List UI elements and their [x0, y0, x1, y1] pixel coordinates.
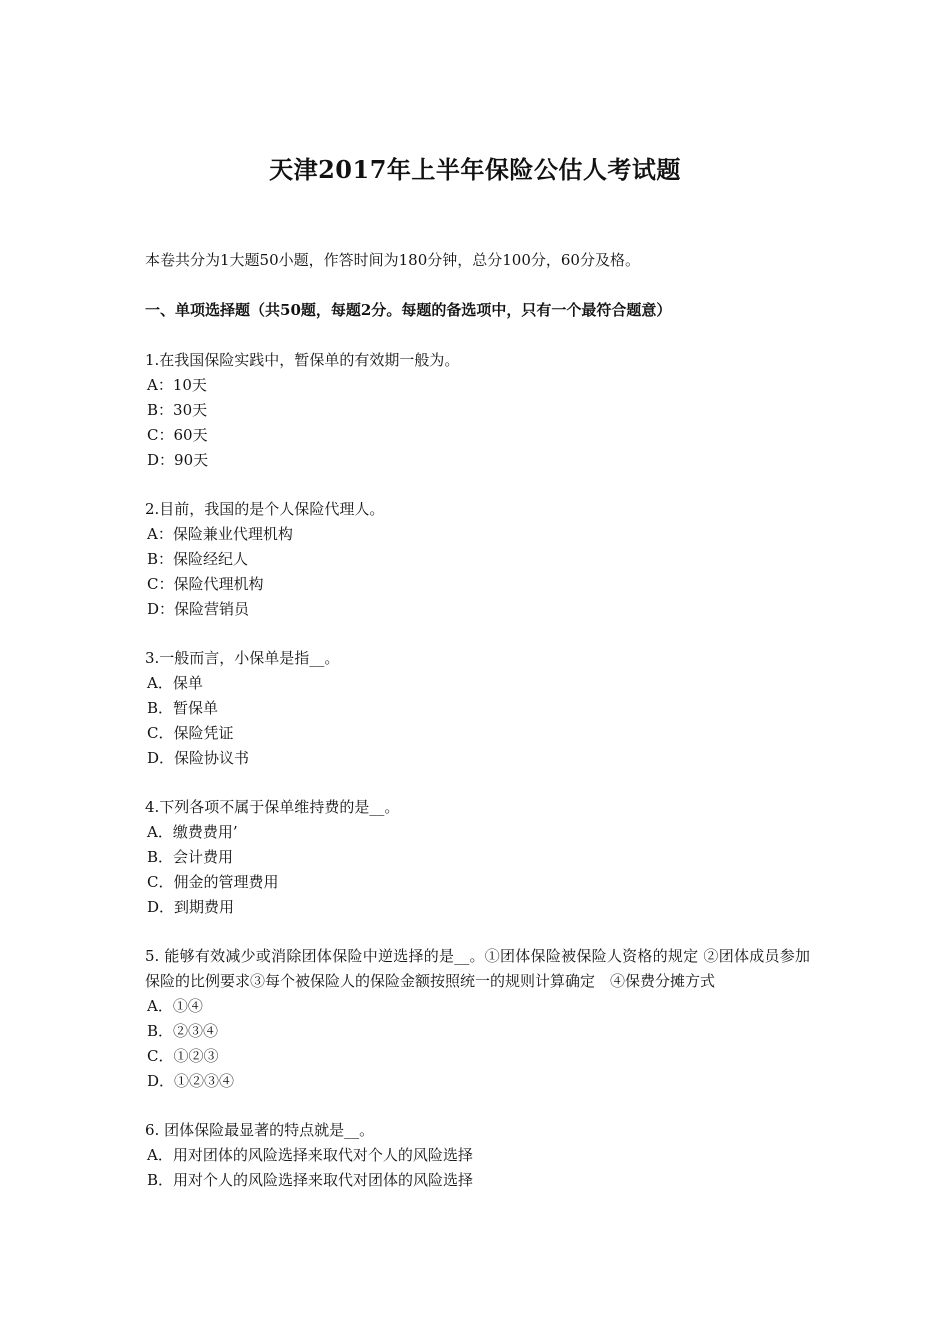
question-stem: 3.一般而言，小保单是指__。 — [145, 649, 340, 667]
question-stem: 2.目前，我国的是个人保险代理人。 — [145, 500, 385, 518]
option-b: B．暂保单 — [147, 699, 219, 717]
section-heading: 一、单项选择题（共50题，每题2分。每题的备选项中，只有一个最符合题意） — [145, 301, 672, 319]
option-c: C．①②③ — [147, 1047, 219, 1065]
option-b: B．②③④ — [147, 1022, 219, 1040]
question-3 — [145, 646, 810, 771]
option-d: D．到期费用 — [147, 898, 235, 916]
question-stem: 1.在我国保险实践中，暂保单的有效期一般为。 — [145, 351, 460, 369]
option-b: B．用对个人的风险选择来取代对团体的风险选择 — [147, 1171, 474, 1189]
question-stem: 4.下列各项不属于保单维持费的是__。 — [145, 798, 400, 816]
question-list — [145, 348, 810, 1217]
question-5 — [145, 944, 810, 1094]
exam-intro: 本卷共分为1大题50小题，作答时间为180分钟，总分100分，60分及格。 — [145, 251, 640, 269]
option-c: C：60天 — [147, 426, 208, 444]
option-d: D．保险协议书 — [147, 749, 250, 767]
option-a: A．缴费费用’ — [147, 823, 238, 841]
option-a: A．①④ — [147, 997, 203, 1015]
question-stem: 5. 能够有效减少或消除团体保险中逆选择的是__。①团体保险被保险人资格的规定 ②团体成员参加保险的比例要求③每个被保险人的保险金额按照统一的规则计算确定 ④保费分摊方式 — [145, 947, 810, 990]
option-a: A．用对团体的风险选择来取代对个人的风险选择 — [147, 1146, 473, 1164]
option-a: A：保险兼业代理机构 — [147, 525, 293, 543]
page-title: 天津2017年上半年保险公估人考试题 — [269, 155, 681, 184]
option-b: B：30天 — [147, 401, 208, 419]
option-c: C．保险凭证 — [147, 724, 234, 742]
question-4 — [145, 795, 810, 920]
option-a: A．保单 — [147, 674, 203, 692]
option-b: B：保险经纪人 — [147, 550, 249, 568]
option-d: D：保险营销员 — [147, 600, 250, 618]
option-b: B．会计费用 — [147, 848, 234, 866]
question-6 — [145, 1118, 810, 1193]
option-d: D：90天 — [147, 451, 209, 469]
question-stem: 6. 团体保险最显著的特点就是__。 — [145, 1121, 375, 1139]
option-a: A：10天 — [147, 376, 207, 394]
option-c: C．佣金的管理费用 — [147, 873, 279, 891]
question-2 — [145, 497, 810, 622]
question-1 — [145, 348, 810, 473]
option-c: C：保险代理机构 — [147, 575, 264, 593]
option-d: D．①②③④ — [147, 1072, 235, 1090]
